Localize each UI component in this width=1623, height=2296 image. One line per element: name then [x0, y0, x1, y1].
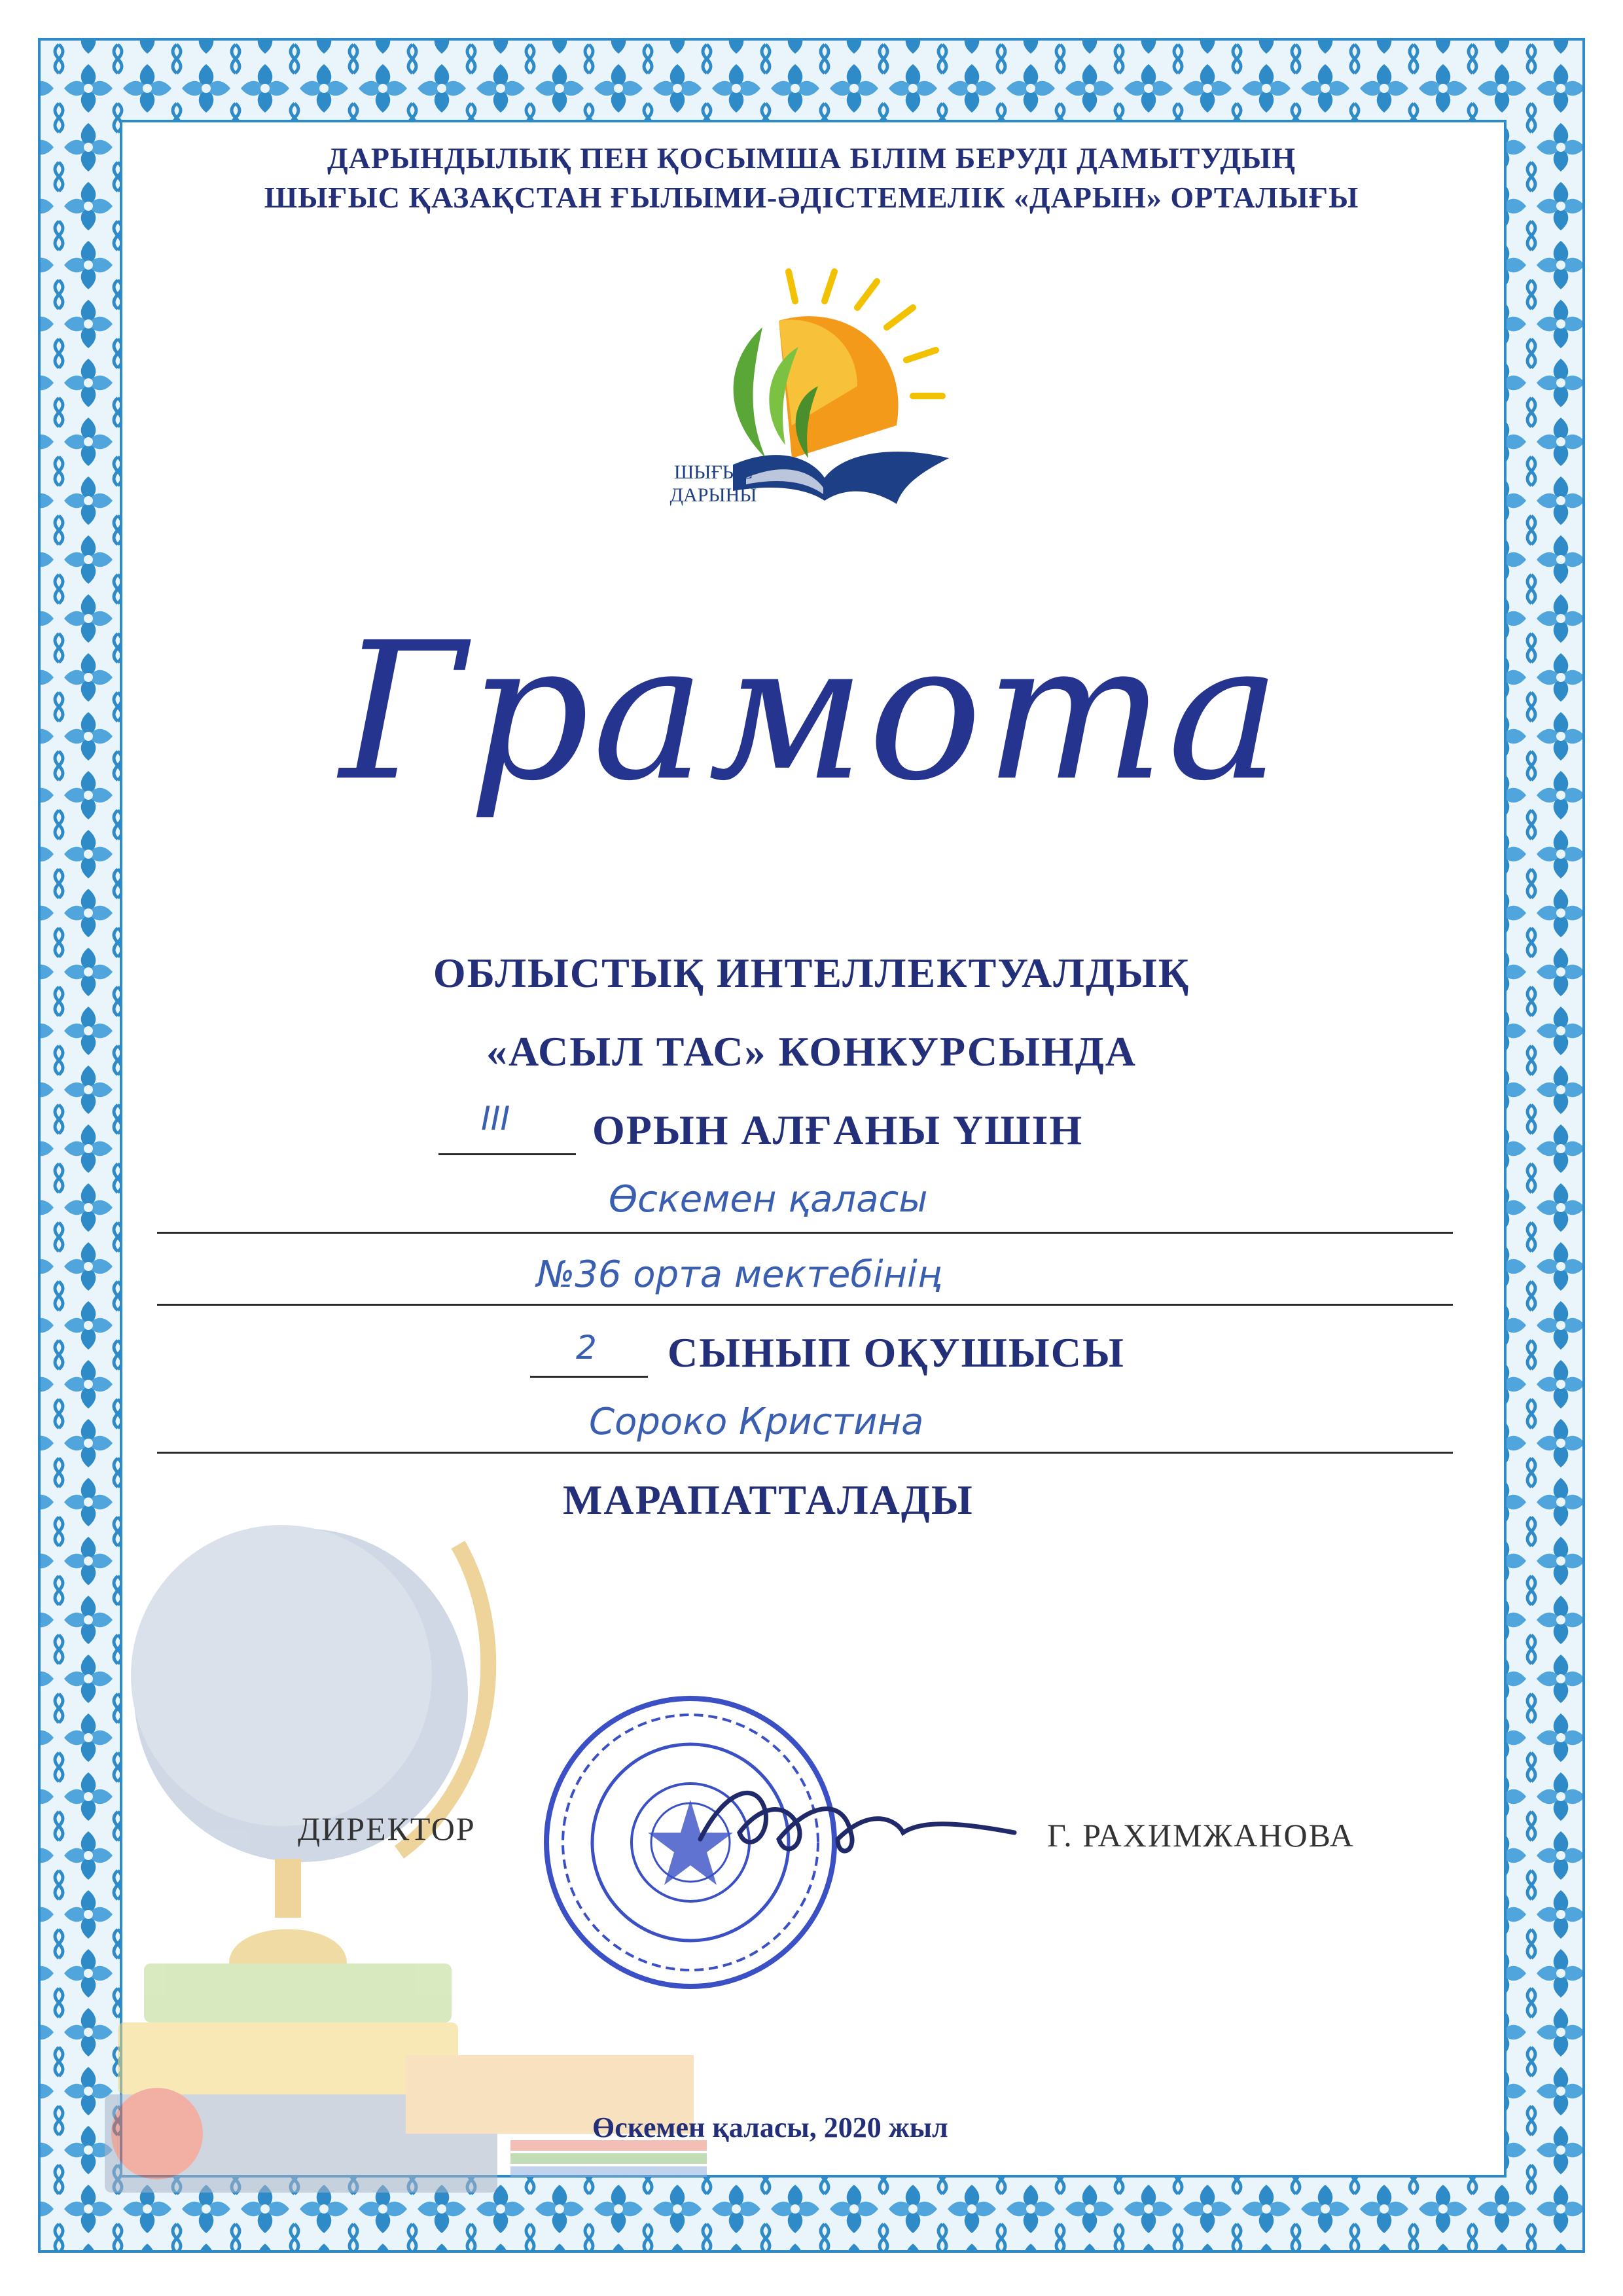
grade-label: СЫНЫП ОҚУШЫСЫ: [668, 1329, 1125, 1376]
award-closing: МАРАПАТТАЛАДЫ: [563, 1477, 974, 1523]
footer-place-year: Өскемен қаласы, 2020 жыл: [592, 2111, 948, 2144]
shygys-daryny-logo: [648, 262, 988, 537]
director-name: Г. РАХИМЖАНОВА: [1047, 1817, 1355, 1854]
grade-underline: [530, 1376, 648, 1378]
grade-value: 2: [576, 1329, 597, 1367]
award-line-1: ОБЛЫСТЫҚ ИНТЕЛЛЕКТУАЛДЫҚ: [433, 950, 1190, 996]
school-value: №36 орта мектебінің: [537, 1253, 942, 1296]
logo-text-top: ШЫҒЫС: [674, 461, 753, 483]
director-signature: [687, 1761, 1027, 1885]
student-name-value: Сороко Кристина: [589, 1401, 924, 1443]
logo-text-bottom: ДАРЫНЫ: [669, 484, 757, 506]
student-underline: [157, 1452, 1453, 1454]
place-value: ІІІ: [481, 1100, 510, 1138]
place-underline: [438, 1153, 576, 1155]
document-title: Грамота: [340, 602, 1283, 823]
award-line-3: ОРЫН АЛҒАНЫ ҮШІН: [592, 1107, 1084, 1153]
city-underline: [157, 1232, 1453, 1234]
school-underline: [157, 1304, 1453, 1306]
organization-line-1: ДАРЫНДЫЛЫҚ ПЕН ҚОСЫМША БІЛІМ БЕРУДІ ДАМЫТУДЫҢ: [327, 141, 1296, 175]
organization-line-2: ШЫҒЫС ҚАЗАҚСТАН ҒЫЛЫМИ-ӘДІСТЕМЕЛІК «ДАРЫН» ОРТАЛЫҒЫ: [264, 181, 1359, 214]
city-value: Өскемен қаласы: [609, 1178, 928, 1221]
director-label: ДИРЕКТОР: [298, 1810, 476, 1847]
award-line-2: «АСЫЛ ТАС» КОНКУРСЫНДА: [486, 1028, 1137, 1075]
